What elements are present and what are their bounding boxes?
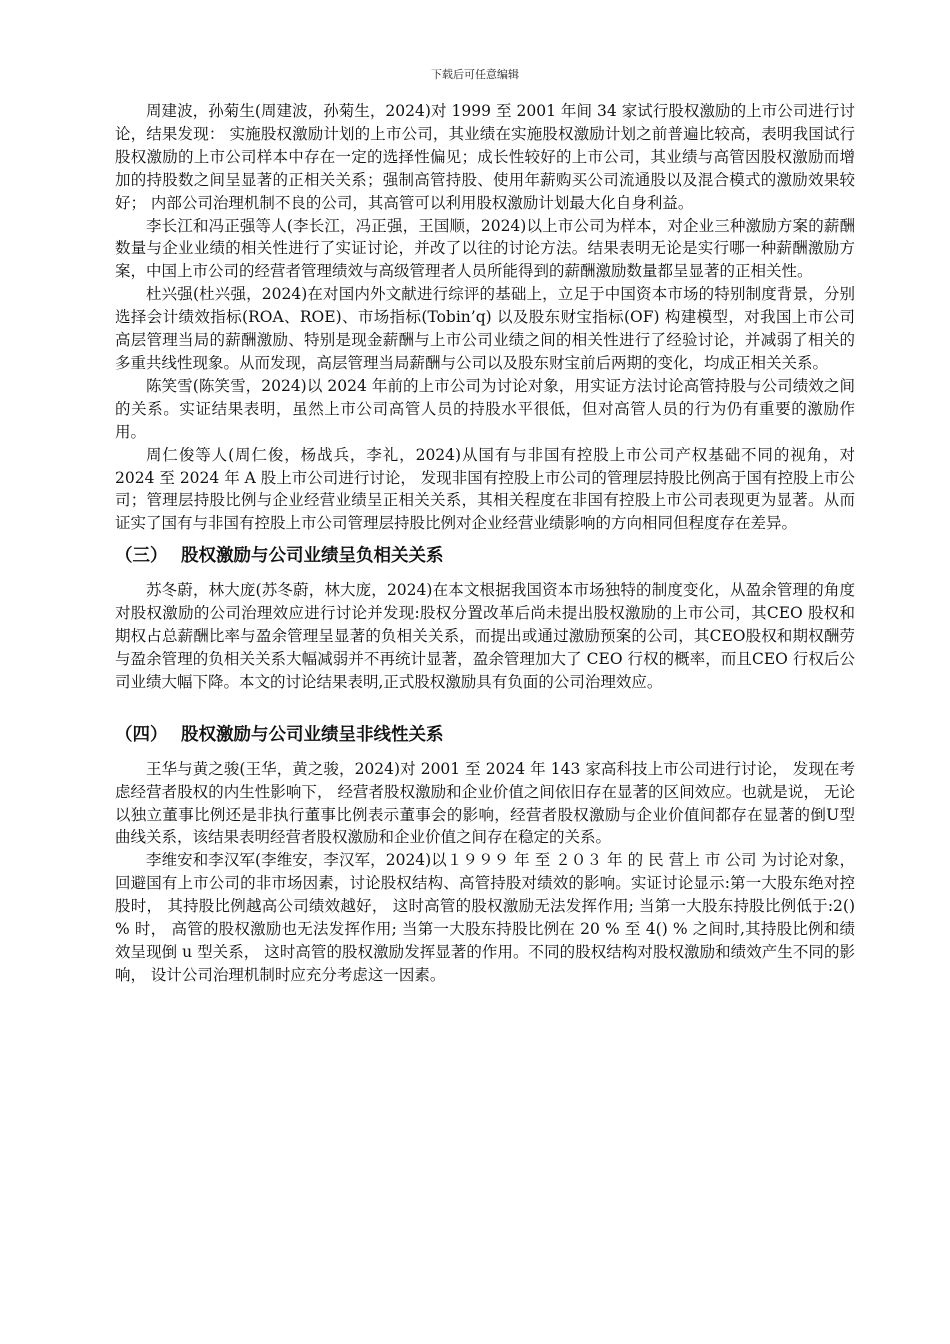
paragraph-chen-xiaoxue: 陈笑雪(陈笑雪，2024)以 2024 年前的上市公司为讨论对象，用实证方法讨论高管持股与公司绩效之间的关系。实证结果表明，虽然上市公司高管人员的持股水平很低，但对高管人员的行为仍有重要的激励作用。 — [115, 376, 855, 441]
section-number-4: （四） — [115, 724, 168, 745]
paragraph-li-weian: 李维安和李汉军(李维安，李汉军，2024)以１９９９ 年 至 ２０３ 年 的 民 营上 市 公司 为讨论对象，回避国有上市公司的非市场因素，讨论股权结构、高管持股对绩效的影响。实证讨论显示:第一大股东绝对控股时， 其持股比例越高公司绩效越好， 这时高管的股权激励无法发挥作用; 当第一大股东持股比例低于:2() % 时， 高管的股权激励也无法发挥作用; 当第一大股东持股比例在 20 % 至 4() % 之间时,其持股比例和绩效呈现倒 u 型关系， 这时高管的股权激励发挥显著的作用。不同的股权结构对股权激励和绩效产生不同的影响， 设计公司治理机制时应充分考虑这一因素。 — [115, 851, 855, 984]
paragraph-zhou-renjun: 周仁俊等人(周仁俊，杨战兵，李礼，2024)从国有与非国有控股上市公司产权基础不同的视角，对 2024 至 2024 年 A 股上市公司进行讨论， 发现非国有控股上市公司的管理层持股比例高于国有控股上市公司；管理层持股比例与企业经营业绩呈正相关关系，其相关程度在非国有控股上市公司表现更为显著。从而证实了国有与非国有控股上市公司管理层持股比例对企业经营业绩影响的方向相同但程度存在差异。 — [115, 445, 855, 533]
paragraph-su-dongwei: 苏冬蔚，林大庞(苏冬蔚，林大庞，2024)在本文根据我国资本市场独特的制度变化，从盈余管理的角度对股权激励的公司治理效应进行讨论并发现:股权分置改革后尚未提出股权激励的上市公司，其CEO 股权和期权占总薪酬比率与盈余管理呈显著的负相关关系，而提出或通过激励预案的公司，其CEO股权和期权酬劳与盈余管理的负相关关系大幅减弱并不再统计显著，盈余管理加大了 CEO 行权的概率，而且CEO 行权后公司业绩大幅下降。本文的讨论结果表明,正式股权激励具有负面的公司治理效应。 — [115, 581, 855, 691]
header-note: 下载后可任意编辑 — [431, 68, 519, 81]
document-body — [115, 100, 855, 987]
section-heading-4 — [115, 720, 855, 750]
section-heading-3 — [115, 541, 855, 571]
paragraph-wang-hua: 王华与黄之骏(王华，黄之骏，2024)对 2001 至 2024 年 143 家高科技上市公司进行讨论， 发现在考虑经营者股权的内生性影响下， 经营者股权激励和企业价值之间依旧存在显著的区间效应。也就是说， 无论以独立董事比例还是非执行董事比例表示董事会的影响，经营者股权激励与企业价值间都存在显著的倒U型曲线关系，该结果表明经营者股权激励和企业价值之间存在稳定的关系。 — [115, 759, 855, 847]
section-title-4: 股权激励与公司业绩呈非线性关系 — [181, 724, 444, 745]
section-number-3: （三） — [115, 546, 168, 567]
paragraph-li-changjiang: 李长江和冯正强等人(李长江，冯正强，王国顺，2024)以上市公司为样本，对企业三种激励方案的薪酬数量与企业业绩的相关性进行了实证讨论，并改了以往的讨论方法。结果表明无论是实行哪一种薪酬激励方案，中国上市公司的经营者管理绩效与高级管理者人员所能得到的薪酬激励数量都呈显著的正相关性。 — [115, 216, 855, 281]
paragraph-du-xingqiang: 杜兴强(杜兴强，2024)在对国内外文献进行综评的基础上，立足于中国资本市场的特别制度背景，分别选择会计绩效指标(ROA、ROE)、市场指标(Tobin’q) 以及股东财宝指标(OF) 构建模型，对我国上市公司高层管理当局的薪酬激励、特别是现金薪酬与上市公司业绩之间的相关性进行了经验讨论，并减弱了相关的多重共线性现象。从而发现，高层管理当局薪酬与公司以及股东财宝前后两期的变化，均成正相关关系。 — [115, 285, 855, 372]
paragraph-zhou-jianbo: 周建波，孙菊生(周建波，孙菊生，2024)对 1999 至 2001 年间 34 家试行股权激励的上市公司进行讨论，结果发现： 实施股权激励计划的上市公司，其业绩在实施股权激励计划之前普遍比较高，表明我国试行股权激励的上市公司样本中存在一定的选择性偏见；成长性较好的上市公司，其业绩与高管因股权激励而增加的持股数之间呈显著的正相关关系；强制高管持股、使用年薪购买公司流通股以及混合模式的激励效果较好； 内部公司治理机制不良的公司，其高管可以利用股权激励计划最大化自身利益。 — [115, 102, 855, 212]
section-title-3: 股权激励与公司业绩呈负相关关系 — [181, 546, 444, 567]
